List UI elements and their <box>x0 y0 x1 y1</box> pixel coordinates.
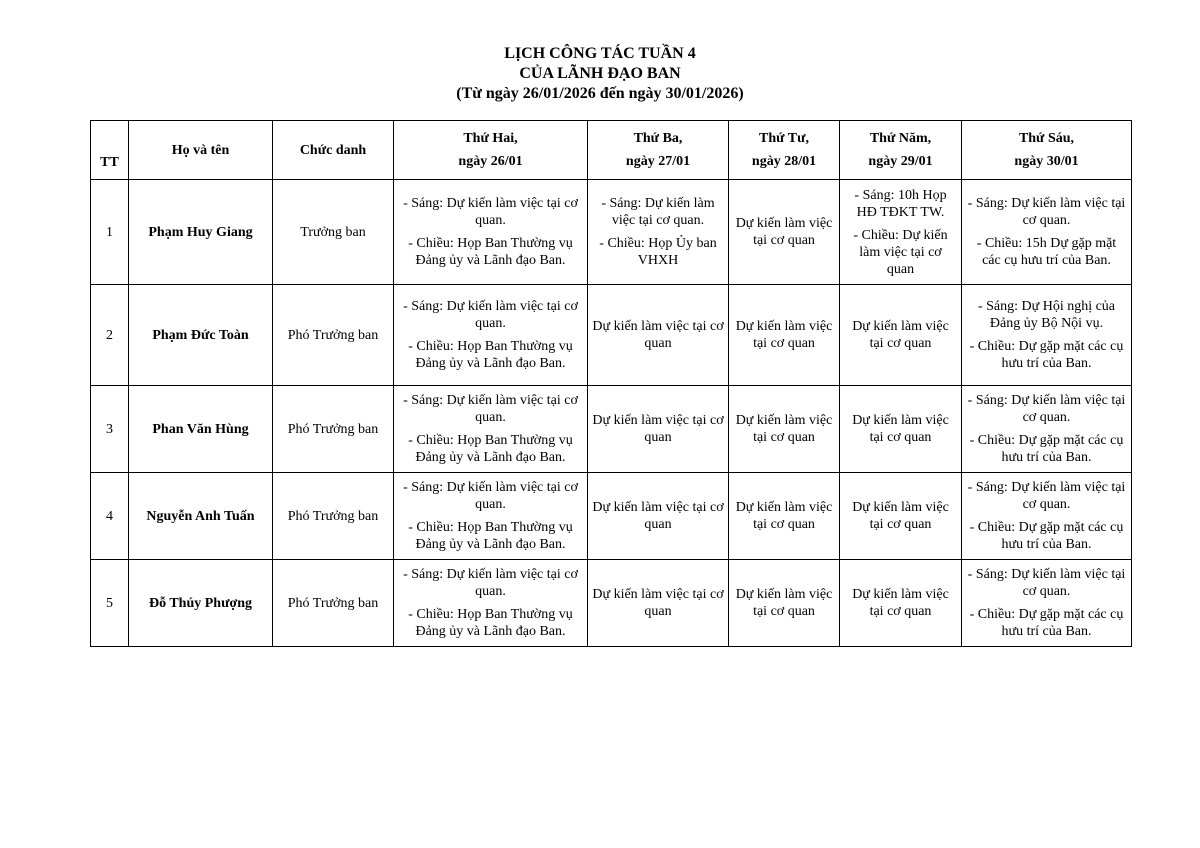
cell-mon: - Sáng: Dự kiến làm việc tại cơ quan. - Chiều: Họp Ban Thường vụ Đảng ủy và Lãnh đạo Ban. <box>394 560 588 647</box>
schedule-table <box>90 120 1132 647</box>
header-tt: TT <box>91 121 129 180</box>
cell-position: Phó Trưởng ban <box>273 473 394 560</box>
cell-mon: - Sáng: Dự kiến làm việc tại cơ quan. - Chiều: Họp Ban Thường vụ Đảng ủy và Lãnh đạo Ban. <box>394 473 588 560</box>
header-day-wed: Thứ Tư, ngày 28/01 <box>729 121 840 180</box>
cell-thu: Dự kiến làm việc tại cơ quan <box>840 473 962 560</box>
table-row <box>91 560 1132 647</box>
header-position: Chức danh <box>273 121 394 180</box>
table-row <box>91 180 1132 285</box>
header-name: Họ và tên <box>129 121 273 180</box>
cell-wed: Dự kiến làm việc tại cơ quan <box>729 285 840 386</box>
title-line-1: LỊCH CÔNG TÁC TUẦN 4 <box>504 45 696 62</box>
table-row <box>91 386 1132 473</box>
cell-name: Phạm Huy Giang <box>129 180 273 285</box>
header-day-mon: Thứ Hai, ngày 26/01 <box>394 121 588 180</box>
cell-tt: 2 <box>91 285 129 386</box>
cell-tt: 5 <box>91 560 129 647</box>
cell-name: Phạm Đức Toàn <box>129 285 273 386</box>
title-line-3: (Từ ngày 26/01/2026 đến ngày 30/01/2026) <box>456 85 744 102</box>
cell-name: Phan Văn Hùng <box>129 386 273 473</box>
cell-position: Phó Trưởng ban <box>273 560 394 647</box>
cell-thu: - Sáng: 10h Họp HĐ TĐKT TW. - Chiều: Dự kiến làm việc tại cơ quan <box>840 180 962 285</box>
cell-tt: 1 <box>91 180 129 285</box>
cell-thu: Dự kiến làm việc tại cơ quan <box>840 386 962 473</box>
document-title <box>0 44 1200 104</box>
cell-wed: Dự kiến làm việc tại cơ quan <box>729 180 840 285</box>
title-line-2: CỦA LÃNH ĐẠO BAN <box>519 65 681 82</box>
cell-fri: - Sáng: Dự kiến làm việc tại cơ quan. - Chiều: Dự gặp mặt các cụ hưu trí của Ban. <box>962 386 1132 473</box>
cell-wed: Dự kiến làm việc tại cơ quan <box>729 560 840 647</box>
cell-name: Đỗ Thúy Phượng <box>129 560 273 647</box>
cell-mon: - Sáng: Dự kiến làm việc tại cơ quan. - Chiều: Họp Ban Thường vụ Đảng ủy và Lãnh đạo Ban. <box>394 285 588 386</box>
cell-fri: - Sáng: Dự Hội nghị của Đảng ủy Bộ Nội vụ. - Chiều: Dự gặp mặt các cụ hưu trí của Ban. <box>962 285 1132 386</box>
cell-tt: 3 <box>91 386 129 473</box>
table-row <box>91 473 1132 560</box>
header-row <box>91 121 1132 180</box>
cell-position: Phó Trưởng ban <box>273 386 394 473</box>
cell-tue: Dự kiến làm việc tại cơ quan <box>588 285 729 386</box>
cell-position: Trưởng ban <box>273 180 394 285</box>
header-day-thu: Thứ Năm, ngày 29/01 <box>840 121 962 180</box>
cell-mon: - Sáng: Dự kiến làm việc tại cơ quan. - Chiều: Họp Ban Thường vụ Đảng ủy và Lãnh đạo Ban. <box>394 386 588 473</box>
cell-wed: Dự kiến làm việc tại cơ quan <box>729 386 840 473</box>
cell-fri: - Sáng: Dự kiến làm việc tại cơ quan. - Chiều: 15h Dự gặp mặt các cụ hưu trí của Ban. <box>962 180 1132 285</box>
cell-fri: - Sáng: Dự kiến làm việc tại cơ quan. - Chiều: Dự gặp mặt các cụ hưu trí của Ban. <box>962 473 1132 560</box>
header-day-fri: Thứ Sáu, ngày 30/01 <box>962 121 1132 180</box>
cell-wed: Dự kiến làm việc tại cơ quan <box>729 473 840 560</box>
header-day-tue: Thứ Ba, ngày 27/01 <box>588 121 729 180</box>
cell-tue: Dự kiến làm việc tại cơ quan <box>588 560 729 647</box>
cell-name: Nguyễn Anh Tuấn <box>129 473 273 560</box>
cell-position: Phó Trưởng ban <box>273 285 394 386</box>
cell-mon: - Sáng: Dự kiến làm việc tại cơ quan. - Chiều: Họp Ban Thường vụ Đảng ủy và Lãnh đạo Ban. <box>394 180 588 285</box>
cell-tue: Dự kiến làm việc tại cơ quan <box>588 473 729 560</box>
cell-tue: - Sáng: Dự kiến làm việc tại cơ quan. - Chiều: Họp Ủy ban VHXH <box>588 180 729 285</box>
cell-tt: 4 <box>91 473 129 560</box>
cell-tue: Dự kiến làm việc tại cơ quan <box>588 386 729 473</box>
table-row <box>91 285 1132 386</box>
cell-fri: - Sáng: Dự kiến làm việc tại cơ quan. - Chiều: Dự gặp mặt các cụ hưu trí của Ban. <box>962 560 1132 647</box>
cell-thu: Dự kiến làm việc tại cơ quan <box>840 560 962 647</box>
cell-thu: Dự kiến làm việc tại cơ quan <box>840 285 962 386</box>
